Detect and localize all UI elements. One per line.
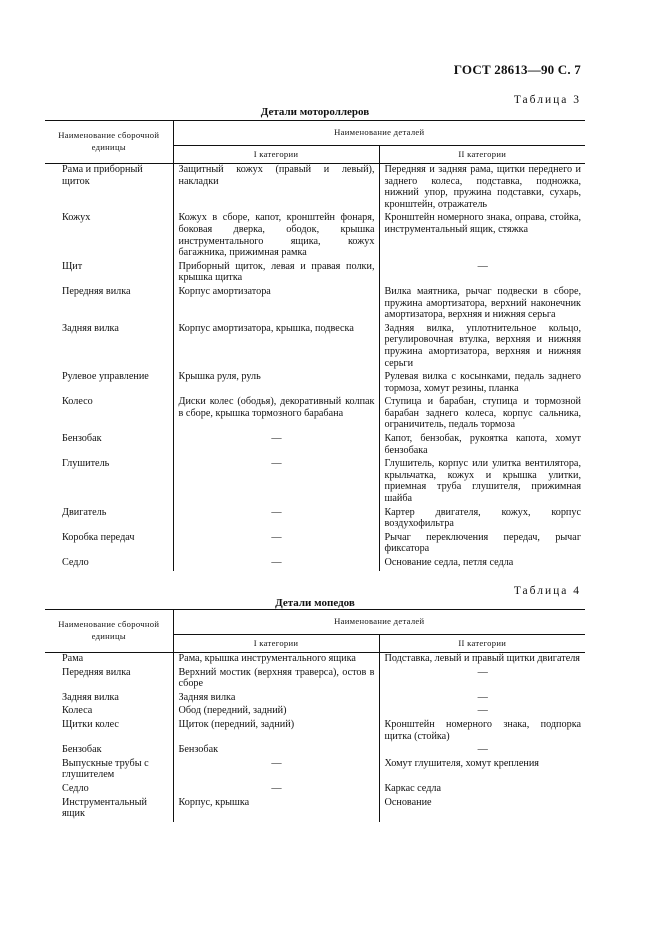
cell-unit: Бензобак (62, 433, 102, 445)
cell-unit: Задняя вилка (62, 322, 119, 334)
table4-label: Таблица 4 (513, 585, 581, 597)
table3-header-unit: Наименование сборочной единицы (45, 121, 173, 164)
cell-cat2: Передняя и задняя рама, щитки переднего и заднего колеса, подставка, подножка, нижний упор, пружина подставки, сухарь, кронштейн, отражатель (379, 164, 585, 213)
cell-cat2: — (379, 744, 585, 758)
table3-title: Детали мотороллеров (260, 106, 370, 118)
cell-cat2: Рычаг переключения передач, рычаг фиксатора (379, 532, 585, 557)
cell-cat1: Защитный кожух (правый и левый), накладки (173, 164, 379, 213)
cell-unit: Бензобак (62, 744, 102, 756)
cell-cat1: Щиток (передний, задний) (173, 719, 379, 744)
table-row (45, 323, 585, 371)
table4-header-unit: Наименование сборочной единицы (45, 610, 173, 653)
cell-cat1: — (173, 458, 379, 506)
cell-unit: Кожух (62, 212, 91, 224)
cell-cat2: — (379, 261, 585, 286)
cell-cat1: Крышка руля, руль (173, 371, 379, 396)
cell-cat2: — (379, 667, 585, 692)
cell-cat2: Капот, бензобак, рукоятка капота, хомут бензобака (379, 433, 585, 458)
table-row (45, 667, 585, 692)
cell-cat1: Корпус, крышка (173, 797, 379, 822)
cell-cat2: Хомут глушителя, хомут крепления (379, 758, 585, 783)
cell-cat1: Кожух в сборе, капот, кронштейн фонаря, боковая дверка, ободок, крышка инструментального ящика, кожух багажника, прижимная рамка (173, 212, 379, 260)
table3-header-parts: Наименование деталей (173, 121, 585, 146)
cell-cat1: Диски колес (ободья), декоративный колпак в сборе, крышка тормозного барабана (173, 396, 379, 433)
cell-unit: Передняя вилка (62, 666, 131, 678)
cell-cat1: Обод (передний, задний) (173, 705, 379, 719)
table4-header-cat1: I категории (173, 635, 379, 653)
cell-unit: Задняя вилка (62, 691, 119, 703)
cell-cat1: — (173, 783, 379, 797)
cell-cat1: Верхний мостик (верхняя траверса), остов в сборе (173, 667, 379, 692)
page-header: ГОСТ 28613—90 С. 7 (453, 62, 581, 77)
table-row (45, 758, 585, 783)
table-row (45, 783, 585, 797)
cell-unit: Колесо (62, 396, 93, 408)
table-row (45, 396, 585, 433)
cell-unit: Седло (62, 557, 89, 568)
cell-cat1: Задняя вилка (173, 692, 379, 706)
table-row (45, 433, 585, 458)
cell-unit: Выпускные трубы с глушителем (62, 757, 149, 781)
cell-unit: Двигатель (62, 506, 107, 518)
cell-cat2: Рулевая вилка с косынками, педаль заднего тормоза, хомут резины, планка (379, 371, 585, 396)
cell-cat1: — (173, 557, 379, 571)
cell-unit: Рама и приборный щиток (62, 164, 143, 187)
cell-cat1: Приборный щиток, левая и правая полки, крышка щитка (173, 261, 379, 286)
cell-cat2: Основание седла, петля седла (379, 557, 585, 571)
table-row (45, 705, 585, 719)
cell-cat2: Ступица и барабан, ступица и тормозной барабан заднего колеса, корпус сальника, ограничитель, педаль тормоза (379, 396, 585, 433)
table-row (45, 371, 585, 396)
table-row (45, 797, 585, 822)
table4-header-cat2: II категории (379, 635, 585, 653)
cell-cat1: Бензобак (173, 744, 379, 758)
table-row (45, 261, 585, 286)
table-row (45, 557, 585, 571)
cell-cat2: Кронштейн номерного знака, оправа, стойка, инструментальный ящик, стяжка (379, 212, 585, 260)
table-row (45, 507, 585, 532)
table4-body (45, 653, 585, 822)
cell-unit: Колеса (62, 705, 93, 717)
cell-cat2: Картер двигателя, кожух, корпус воздухофильтра (379, 507, 585, 532)
cell-unit: Щитки колес (62, 718, 119, 730)
cell-cat1: — (173, 507, 379, 532)
cell-cat2: — (379, 692, 585, 706)
cell-unit: Инструментальный ящик (62, 796, 147, 820)
table-row (45, 692, 585, 706)
table4-header-parts: Наименование деталей (173, 610, 585, 635)
cell-unit: Рама (62, 653, 84, 664)
cell-unit: Седло (62, 782, 89, 794)
cell-cat1: — (173, 758, 379, 783)
table-row (45, 212, 585, 260)
cell-cat2: Задняя вилка, уплотнительное кольцо, регулировочная втулка, верхняя и нижняя пружина амортизатора, верхняя и нижняя серьги (379, 323, 585, 371)
table-row (45, 532, 585, 557)
table3-header-cat2: II категории (379, 146, 585, 164)
cell-unit: Щит (62, 260, 83, 272)
cell-cat1: Корпус амортизатора, крышка, подвеска (173, 323, 379, 371)
table3-body (45, 164, 585, 571)
table-row (45, 744, 585, 758)
table-row (45, 164, 585, 213)
table-row (45, 653, 585, 667)
cell-cat2: Кронштейн номерного знака, подпорка щитка (стойка) (379, 719, 585, 744)
cell-cat2: Основание (379, 797, 585, 822)
table-row (45, 286, 585, 323)
cell-cat2: — (379, 705, 585, 719)
table3 (45, 120, 585, 571)
table-row (45, 719, 585, 744)
cell-cat2: Подставка, левый и правый щитки двигателя (379, 653, 585, 667)
cell-cat1: — (173, 532, 379, 557)
cell-unit: Передняя вилка (62, 285, 131, 297)
table4-title: Детали мопедов (275, 597, 355, 609)
cell-cat1: Корпус амортизатора (173, 286, 379, 323)
cell-unit: Рулевое управление (62, 371, 149, 383)
cell-unit: Глушитель (62, 458, 110, 470)
cell-unit: Коробка передач (62, 531, 135, 543)
table4 (45, 609, 585, 822)
cell-cat1: — (173, 433, 379, 458)
cell-cat2: Глушитель, корпус или улитка вентилятора, крыльчатка, кожух и крышка улитки, приемная труба глушителя, прижимная шайба (379, 458, 585, 506)
table3-label: Таблица 3 (513, 94, 581, 106)
table-row (45, 458, 585, 506)
cell-cat2: Каркас седла (379, 783, 585, 797)
table3-header-cat1: I категории (173, 146, 379, 164)
cell-cat2: Вилка маятника, рычаг подвески в сборе, пружина амортизатора, верхний наконечник амортизатора, верхняя и нижняя серьга (379, 286, 585, 323)
cell-cat1: Рама, крышка инструментального ящика (173, 653, 379, 667)
